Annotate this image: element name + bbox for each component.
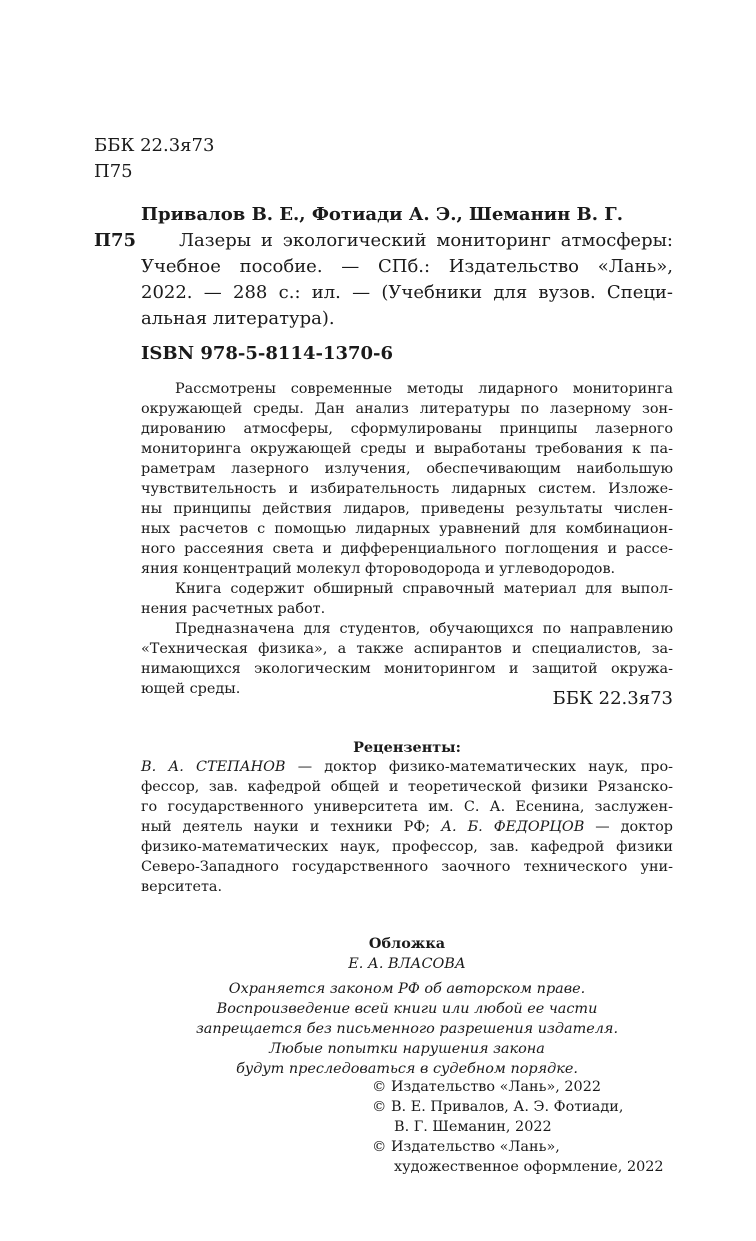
notice-line: Любые попытки нарушения закона [269, 1041, 545, 1057]
entry-index: П75 [94, 230, 137, 251]
copyright-sign-icon: © [372, 1139, 387, 1155]
copyright-list [372, 1077, 674, 1177]
annotation-line: чувствительность и избирательность лидарных систем. Изложе- [141, 481, 673, 497]
reviewer-line: физико-математических наук, профессор, зав. кафедрой физики [141, 839, 673, 855]
copyright-holder: Издательство «Лань», [390, 1139, 560, 1155]
copyright-notice [141, 979, 673, 1079]
entry-line: Лазеры и экологический мониторинг атмосферы: [179, 230, 673, 251]
reviewer-line [141, 817, 673, 837]
annotation-line: «Техническая физика», а также аспирантов и специалистов, за- [141, 641, 673, 657]
reviewers-heading: Рецензенты: [353, 739, 461, 756]
copyright-holder: художественное оформление, 2022 [394, 1159, 664, 1175]
reviewer-line: фессор, зав. кафедрой общей и теоретической физики Рязанско- [141, 779, 673, 795]
notice-line: Охраняется законом РФ об авторском праве. [228, 981, 586, 997]
reviewer-line: Северо-Западного государственного заочного технического уни- [141, 859, 673, 875]
reviewer-name: А. Б. ФЕДОРЦОВ [441, 819, 585, 835]
reviewer-line [141, 757, 673, 777]
entry-line: 2022. — 288 с.: ил. — (Учебники для вузов. Специ- [141, 282, 673, 303]
isbn: ISBN 978-5-8114-1370-6 [141, 343, 394, 364]
reviewers-text [141, 757, 673, 897]
bibliographic-description [141, 228, 673, 332]
copyright-sign-icon: © [372, 1099, 387, 1115]
annotation-line: нения расчетных работ. [141, 601, 326, 617]
copyright-item [372, 1097, 674, 1137]
author-index: П75 [94, 161, 133, 182]
annotation-line: ных расчетов с помощью лидарных уравнений для комбинацион- [141, 521, 673, 537]
copyright-item [372, 1077, 674, 1097]
annotation-line: ного рассеяния света и дифференциального поглощения и рассе- [141, 541, 673, 557]
entry-line: альная литература). [141, 308, 335, 329]
reviewer-credentials: — доктор физико-математических наук, про- [285, 759, 673, 775]
bbk-code-right: ББК 22.3я73 [552, 688, 673, 709]
copyright-item [372, 1137, 674, 1177]
annotation-line: раметрам лазерного излучения, обеспечивающим наибольшую [141, 461, 673, 477]
reviewer-credentials: ный деятель науки и техники РФ; [141, 819, 442, 835]
annotation-line: окружающей среды. Дан анализ литературы по лазерному зон- [141, 401, 673, 417]
annotation-line: Рассмотрены современные методы лидарного мониторинга [175, 381, 673, 397]
cover-designer: Е. А. ВЛАСОВА [348, 956, 466, 972]
annotation-line: нимающихся экологическим мониторингом и защитой окружа- [141, 661, 673, 677]
cover-heading: Обложка [368, 935, 446, 952]
annotation-line: ны принципы действия лидаров, приведены результаты числен- [141, 501, 673, 517]
reviewer-credentials: — доктор [584, 819, 673, 835]
bbk-code: ББК 22.3я73 [94, 135, 215, 156]
entry-line: Учебное пособие. — СПб.: Издательство «Лань», [141, 256, 673, 277]
copyright-sign-icon: © [372, 1079, 387, 1095]
notice-line: запрещается без письменного разрешения издателя. [195, 1021, 619, 1037]
reviewer-name: В. А. СТЕПАНОВ [141, 759, 286, 775]
annotation-line: дированию атмосферы, сформулированы принципы лазерного [141, 421, 673, 437]
annotation-line: Предназначена для студентов, обучающихся по направлению [175, 621, 673, 637]
copyright-holder: В. Г. Шеманин, 2022 [394, 1119, 552, 1135]
copyright-holder: В. Е. Привалов, А. Э. Фотиади, [390, 1099, 624, 1115]
annotation-line: яния концентраций молекул фтороводорода и углеводородов. [141, 561, 616, 577]
notice-line: будут преследоваться в судебном порядке. [236, 1061, 578, 1077]
annotation-line: Книга содержит обширный справочный материал для выпол- [175, 581, 673, 597]
reviewer-line: верситета. [141, 879, 223, 895]
annotation-line: ющей среды. [141, 681, 241, 697]
authors: Привалов В. Е., Фотиади А. Э., Шеманин В. Г. [141, 204, 624, 225]
annotation [141, 379, 673, 699]
notice-line: Воспроизведение всей книги или любой ее части [216, 1001, 598, 1017]
annotation-line: мониторинга окружающей среды и выработаны требования к па- [141, 441, 673, 457]
reviewer-line: го государственного университета им. С. А. Есенина, заслужен- [141, 799, 673, 815]
copyright-holder: Издательство «Лань», 2022 [390, 1079, 602, 1095]
